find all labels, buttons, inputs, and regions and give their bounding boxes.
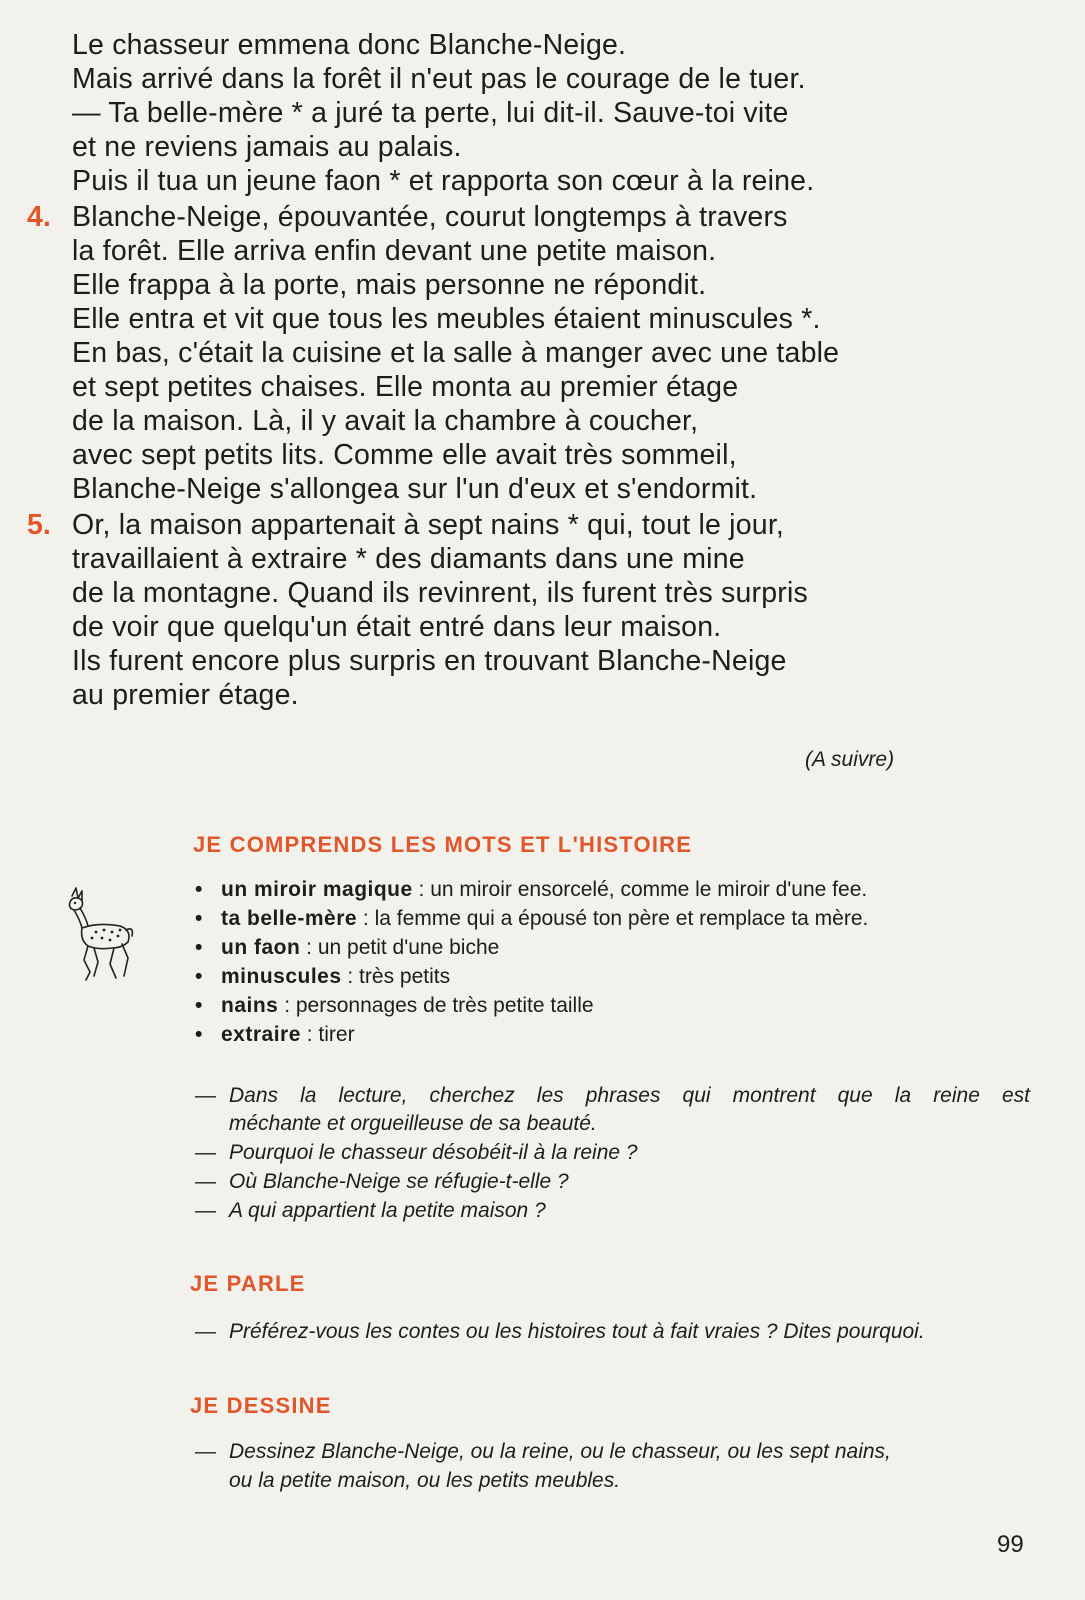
speak-heading: JE PARLE — [190, 1271, 306, 1296]
list-item — [195, 964, 450, 990]
question — [195, 1197, 546, 1225]
story-line: et ne reviens jamais au palais. — [72, 131, 462, 163]
bullet-icon: • — [195, 1023, 203, 1046]
instruction-text: Dessinez Blanche-Neige, ou la reine, ou le chasseur, ou les sept nains, — [229, 1440, 891, 1463]
speak-question — [195, 1318, 925, 1346]
list-item — [195, 877, 867, 903]
dash: — — [195, 1141, 216, 1164]
vocab-definition: : très petits — [347, 965, 451, 988]
list-item — [195, 935, 499, 961]
list-item — [195, 1022, 355, 1048]
to-be-continued: (A suivre) — [805, 748, 895, 771]
dash: — — [195, 1170, 216, 1193]
vocab-definition: : la femme qui a épousé ton père et remplace ta mère. — [362, 907, 869, 930]
vocab-heading: JE COMPRENDS LES MOTS ET L'HISTOIRE — [193, 832, 693, 857]
bullet-icon: • — [195, 907, 203, 930]
question-continuation: méchante et orgueilleuse de sa beauté. — [229, 1112, 597, 1135]
story-line: Blanche-Neige s'allongea sur l'un d'eux et s'endormit. — [72, 473, 758, 505]
vocab-term: nains — [221, 994, 279, 1017]
question — [195, 1139, 638, 1167]
story-line: la forêt. Elle arriva enfin devant une petite maison. — [72, 235, 717, 267]
question-text: Où Blanche-Neige se réfugie-t-elle ? — [229, 1170, 569, 1193]
bullet-icon: • — [195, 878, 203, 901]
vocab-definition: : tirer — [306, 1023, 355, 1046]
question — [195, 1082, 1030, 1110]
draw-instruction-continuation: ou la petite maison, ou les petits meubles. — [229, 1469, 621, 1492]
question-text: Préférez-vous les contes ou les histoires tout à fait vraies ? Dites pourquoi. — [229, 1320, 925, 1343]
story-line: — Ta belle-mère * a juré ta perte, lui dit-il. Sauve-toi vite — [72, 97, 789, 129]
list-item — [195, 906, 868, 932]
bullet-icon: • — [195, 994, 203, 1017]
story-line: de voir que quelqu'un était entré dans leur maison. — [72, 611, 722, 643]
paragraph-number: 4. — [27, 201, 51, 233]
question-text: A qui appartient la petite maison ? — [229, 1199, 546, 1222]
bullet-icon: • — [195, 936, 203, 959]
question — [195, 1168, 569, 1196]
vocab-definition: : un petit d'une biche — [306, 936, 500, 959]
story-line: Elle frappa à la porte, mais personne ne répondit. — [72, 269, 707, 301]
draw-instruction — [195, 1438, 891, 1466]
vocab-term: un miroir magique — [221, 878, 413, 901]
story-line: de la montagne. Quand ils revinrent, ils furent très surpris — [72, 577, 808, 609]
list-item — [195, 993, 594, 1019]
story-line: et sept petites chaises. Elle monta au premier étage — [72, 371, 739, 403]
dash: — — [195, 1440, 216, 1463]
story-line: au premier étage. — [72, 679, 299, 711]
dash: — — [195, 1320, 216, 1343]
story-line: travaillaient à extraire * des diamants dans une mine — [72, 543, 745, 575]
story-line: de la maison. Là, il y avait la chambre à coucher, — [72, 405, 699, 437]
story-line: Le chasseur emmena donc Blanche-Neige. — [72, 29, 627, 61]
vocab-term: un faon — [221, 936, 301, 959]
story-line: Puis il tua un jeune faon * et rapporta son cœur à la reine. — [72, 165, 815, 197]
page-number: 99 — [997, 1531, 1024, 1558]
vocab-term: ta belle-mère — [221, 907, 358, 930]
story-line: Mais arrivé dans la forêt il n'eut pas le courage de le tuer. — [72, 63, 806, 95]
question-text: Dans la lecture, cherchez les phrases qui montrent que la reine est — [229, 1084, 1030, 1107]
story-line: Ils furent encore plus surpris en trouvant Blanche-Neige — [72, 645, 787, 677]
story-line: En bas, c'était la cuisine et la salle à manger avec une table — [72, 337, 840, 369]
vocab-definition: : personnages de très petite taille — [284, 994, 594, 1017]
story-line: Elle entra et vit que tous les meubles étaient minuscules *. — [72, 303, 821, 335]
vocab-definition: : un miroir ensorcelé, comme le miroir d'une fee. — [418, 878, 868, 901]
bullet-icon: • — [195, 965, 203, 988]
fawn-icon — [58, 886, 140, 986]
draw-heading: JE DESSINE — [190, 1393, 332, 1418]
paragraph-number: 5. — [27, 509, 51, 541]
question-text: Pourquoi le chasseur désobéit-il à la reine ? — [229, 1141, 638, 1164]
story-line: avec sept petits lits. Comme elle avait très sommeil, — [72, 439, 737, 471]
story-line: Blanche-Neige, épouvantée, courut longtemps à travers — [72, 201, 788, 233]
vocab-term: extraire — [221, 1023, 301, 1046]
vocab-term: minuscules — [221, 965, 342, 988]
dash: — — [195, 1084, 216, 1107]
dash: — — [195, 1199, 216, 1222]
story-line: Or, la maison appartenait à sept nains * qui, tout le jour, — [72, 509, 785, 541]
